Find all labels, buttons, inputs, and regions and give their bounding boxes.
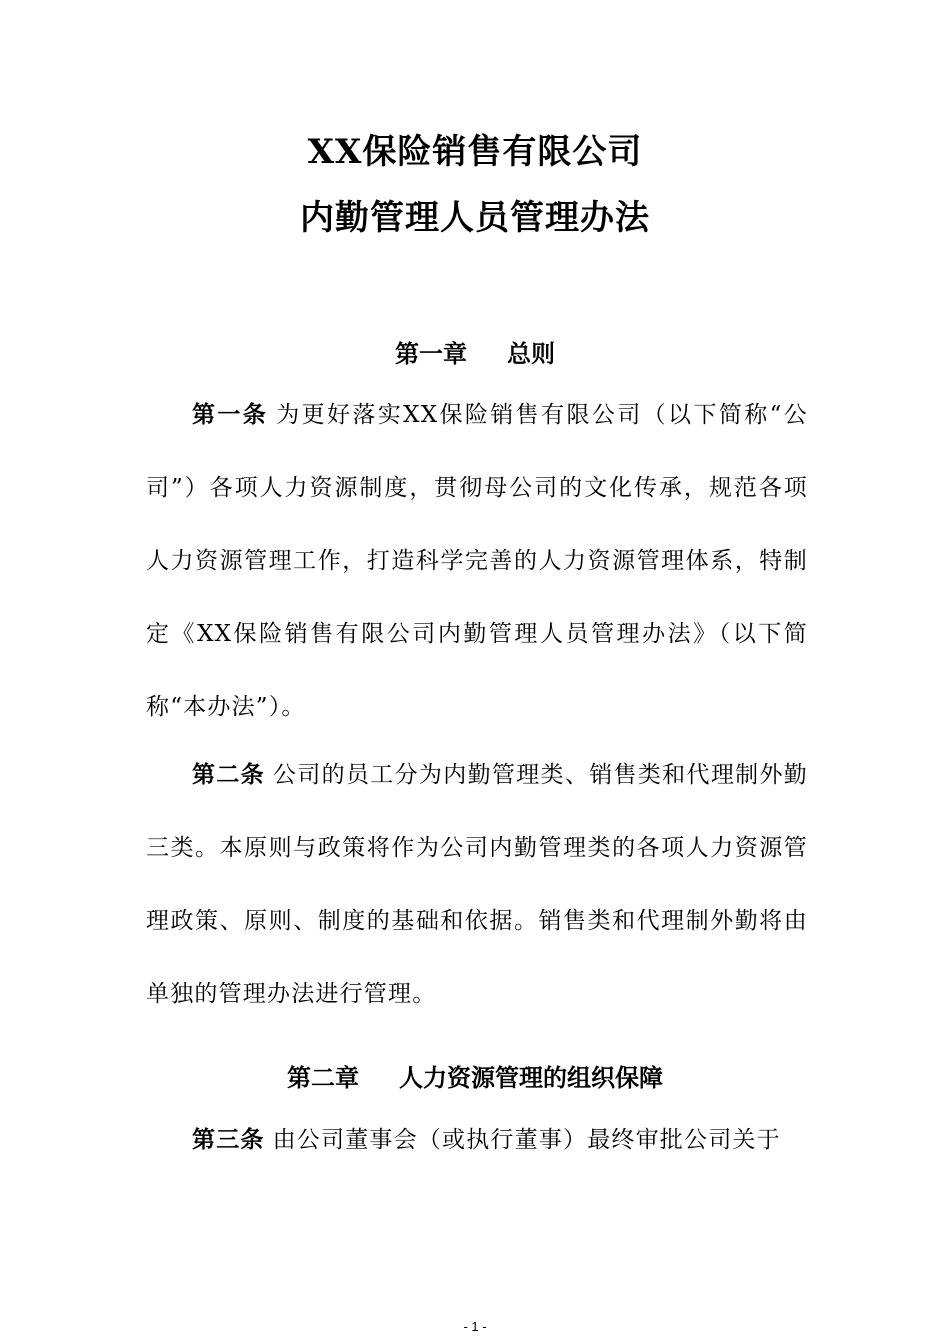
article-label: 第三条	[192, 1126, 265, 1153]
chapter-number: 第二章	[287, 1063, 359, 1092]
article-label: 第一条	[192, 401, 269, 428]
page-number: - 1 -	[463, 1319, 487, 1334]
article-text: 为更好落实XX保险销售有限公司（以下简称“公司”）各项人力资源制度，贯彻母公司的文化传承，规范各项人力资源管理工作，打造科学完善的人力资源管理体系，特制定《XX保险销售有限公司内勤管理人员管理办法》（以下简称“本办法”）。	[146, 402, 808, 720]
document-title-company: XX保险销售有限公司	[307, 132, 643, 172]
chapter-name: 总则	[507, 339, 555, 368]
chapter-heading-1	[0, 338, 950, 370]
article-text: 公司的员工分为内勤管理类、销售类和代理制外勤三类。本原则与政策将作为公司内勤管理类的各项人力资源管理政策、原则、制度的基础和依据。销售类和代理制外勤将由单独的管理办法进行管理。	[146, 762, 808, 1007]
chapter-name: 人力资源管理的组织保障	[399, 1063, 663, 1092]
document-title-regulation: 内勤管理人员管理办法	[300, 198, 650, 238]
chapter-number: 第一章	[395, 339, 467, 368]
article-text: 由公司董事会（或执行董事）最终审批公司关于	[272, 1127, 781, 1153]
article-2-paragraph	[146, 738, 808, 1031]
chapter-heading-2	[0, 1062, 950, 1094]
article-1-paragraph	[146, 378, 808, 744]
article-3-paragraph	[146, 1103, 808, 1177]
article-label: 第二条	[192, 761, 265, 788]
